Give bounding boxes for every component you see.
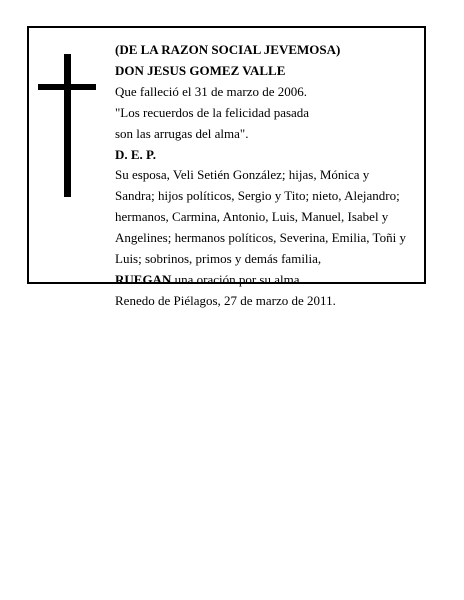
family-line-3: hermanos, Carmina, Antonio, Luis, Manuel, Isabel y	[115, 209, 389, 225]
family-line-5: Luis; sobrinos, primos y demás familia,	[115, 251, 322, 267]
cross-vertical-bar	[64, 54, 71, 197]
cross-horizontal-bar	[38, 84, 96, 90]
company-header: (DE LA RAZON SOCIAL JEVEMOSA)	[115, 42, 341, 57]
family-line-2: Sandra; hijos políticos, Sergio y Tito; nieto, Alejandro;	[115, 188, 400, 204]
family-line-4: Angelines; hermanos políticos, Severina, Emilia, Toñi y	[115, 230, 406, 246]
dep-abbreviation: D. E. P.	[115, 146, 157, 162]
ruegan-word: RUEGAN	[115, 271, 172, 287]
quote-line-2: son las arrugas del alma".	[115, 125, 249, 141]
ruegan-rest: una oración por su alma.	[171, 271, 303, 287]
place-date: Renedo de Piélagos, 27 de marzo de 2011.	[115, 292, 336, 308]
ruegan-line	[115, 270, 425, 291]
deceased-name: DON JESUS GOMEZ VALLE	[115, 62, 286, 78]
family-line-1: Su esposa, Veli Setién González; hijas, Mónica y	[115, 167, 370, 183]
quote-line-1: "Los recuerdos de la felicidad pasada	[115, 104, 310, 120]
death-date: Que falleció el 31 de marzo de 2006.	[115, 83, 308, 99]
notice-text	[115, 40, 425, 312]
